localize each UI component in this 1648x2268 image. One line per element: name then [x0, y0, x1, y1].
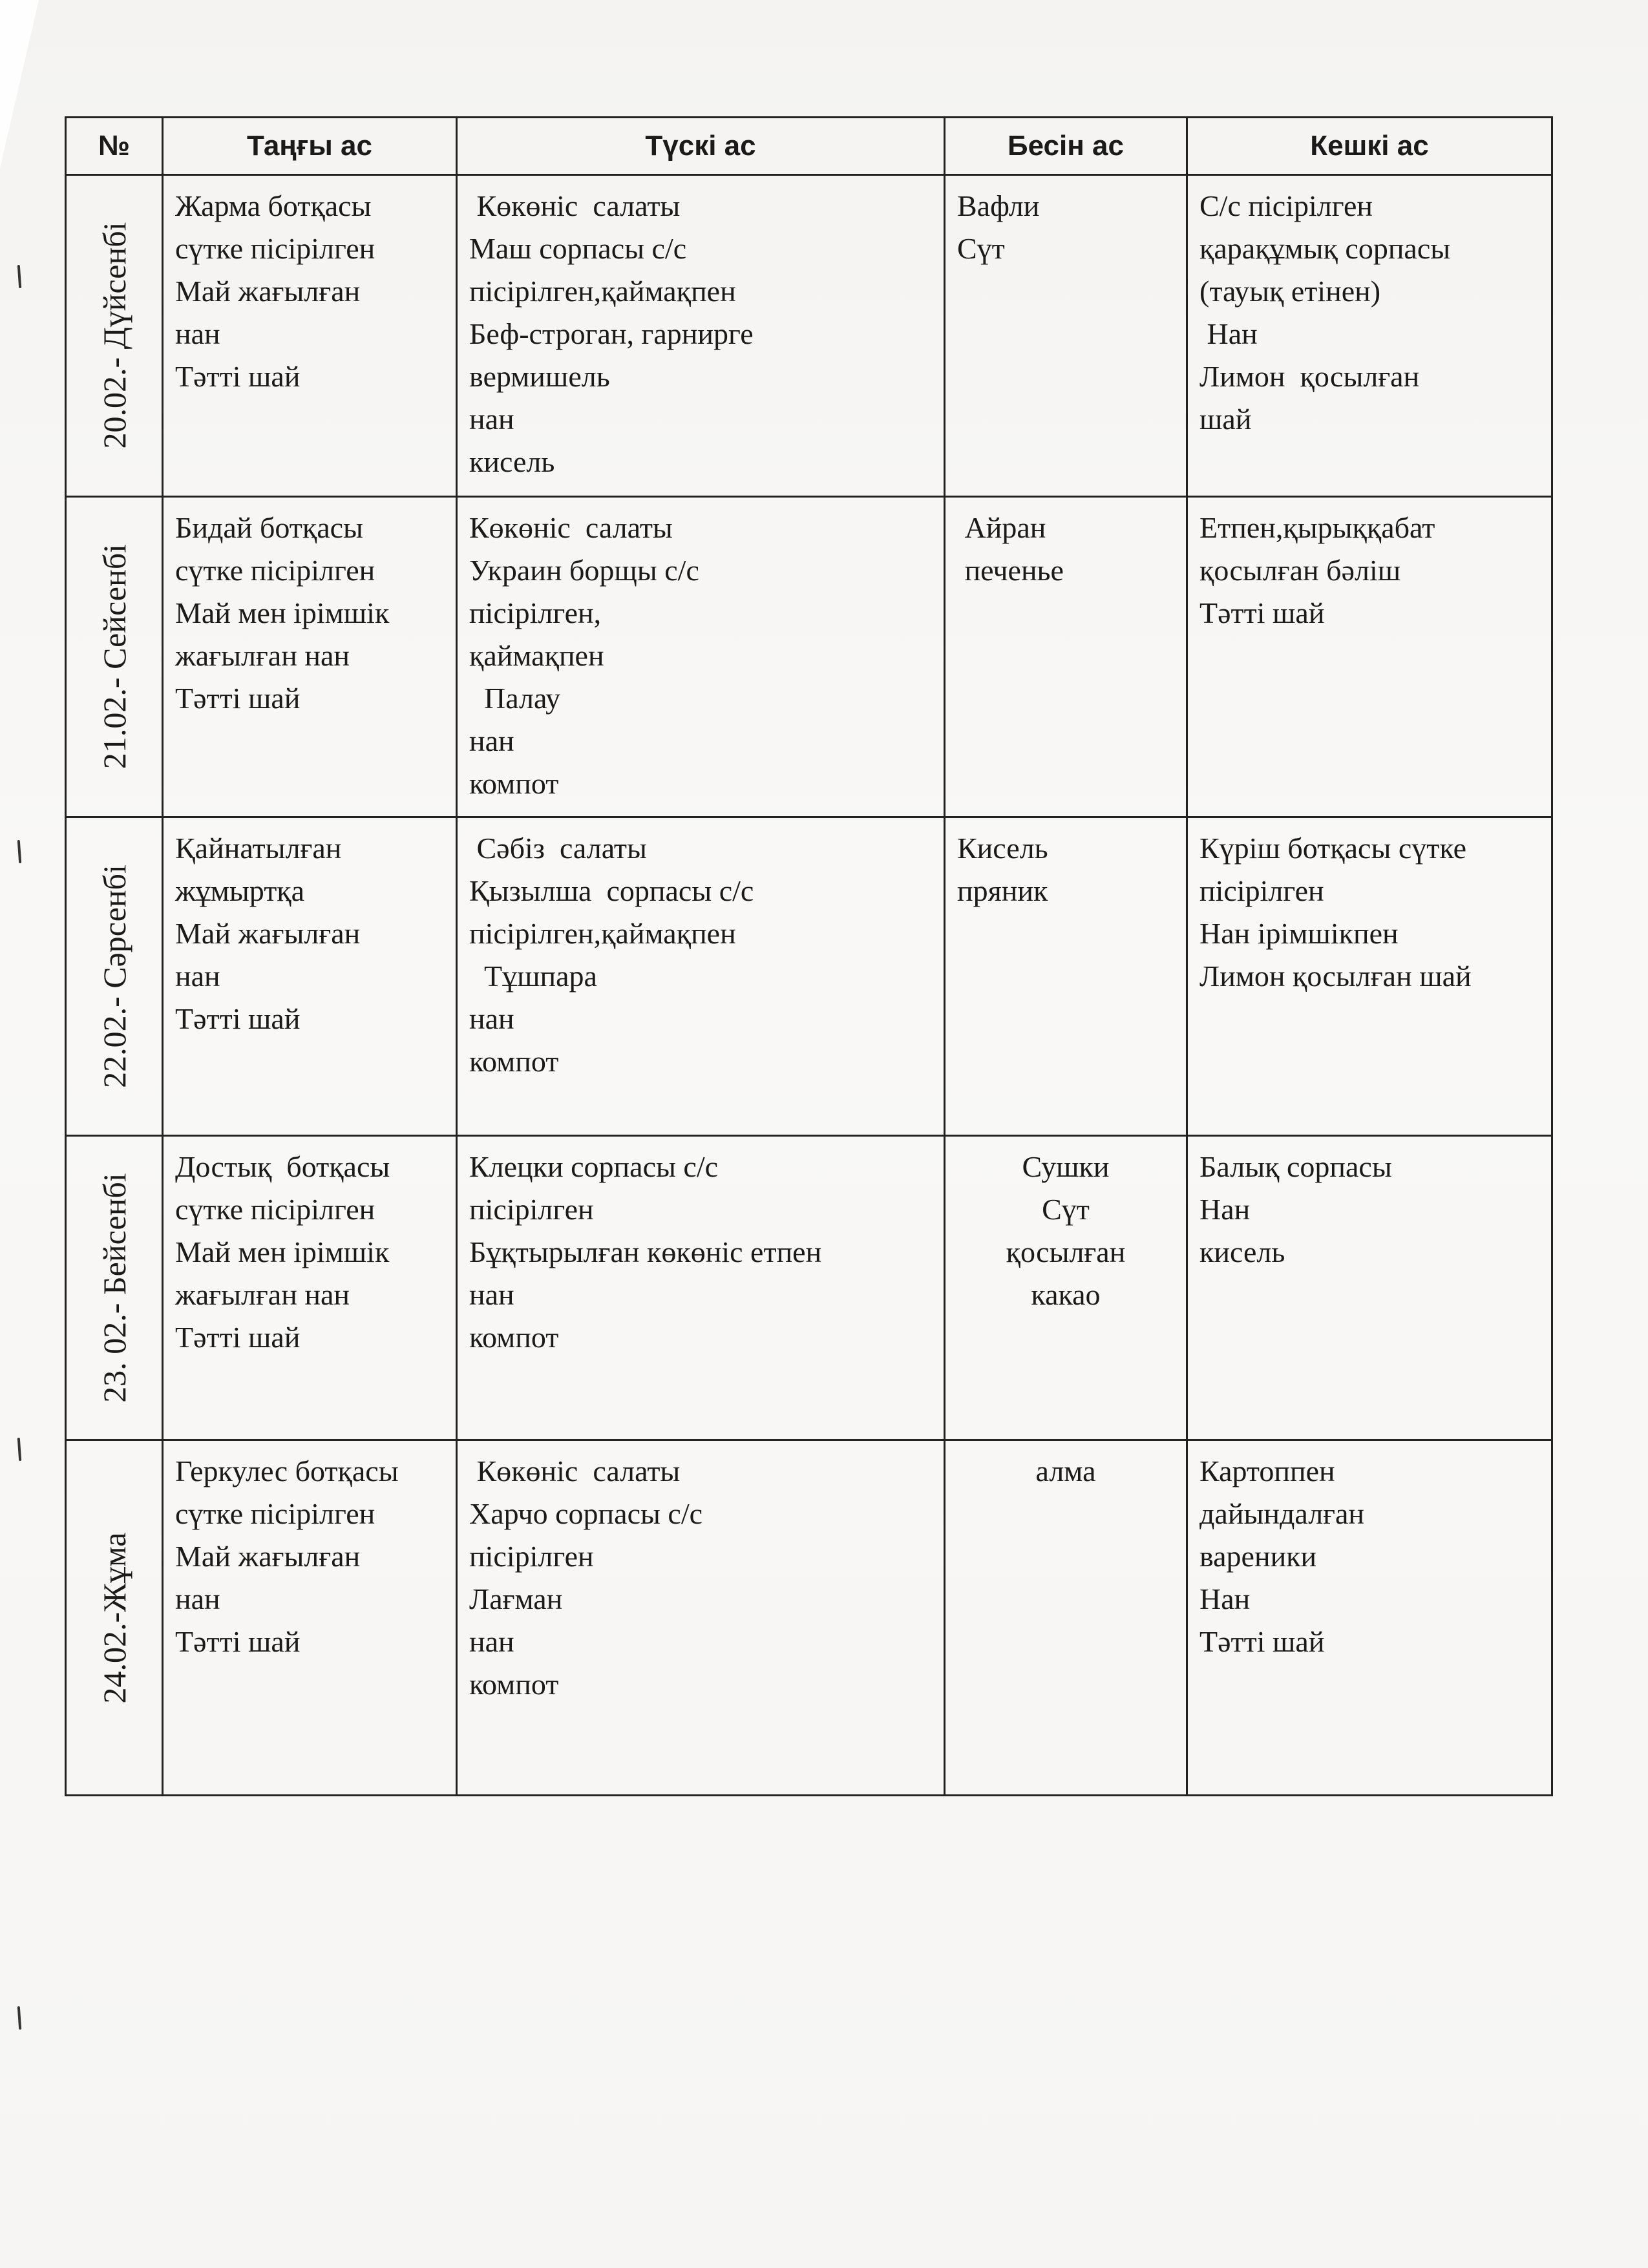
snack-item: Сушки [1022, 1150, 1110, 1183]
day-label: 23. 02.- Бейсенбі [96, 1173, 132, 1403]
table-row [66, 817, 1552, 1135]
lunch-cell [457, 1135, 945, 1440]
breakfast-item: жұмыртқа [175, 874, 305, 908]
lunch-item: Палау [469, 681, 561, 715]
lunch-item: Көкөніс салаты [469, 189, 681, 222]
breakfast-item: сүтке пісірілген [175, 232, 375, 265]
day-cell [66, 496, 163, 817]
breakfast-item: жағылған нан [175, 638, 350, 672]
breakfast-item: Май жағылған [175, 917, 361, 950]
day-cell [66, 175, 163, 497]
breakfast-item: нан [175, 317, 220, 350]
dinner-cell [1187, 1135, 1552, 1440]
breakfast-item: сүтке пісірілген [175, 553, 375, 587]
breakfast-item: Тәтті шай [175, 1002, 301, 1036]
snack-cell [945, 496, 1187, 817]
snack-item: какао [1031, 1277, 1101, 1311]
dinner-item: Етпен,қырыққабат [1199, 510, 1435, 544]
lunch-item: Көкөніс салаты [469, 1454, 681, 1488]
dinner-item: Күріш ботқасы сүтке [1199, 832, 1467, 865]
day-cell [66, 1440, 163, 1796]
lunch-item: нан [469, 1277, 514, 1311]
day-label: 24.02.-Жұма [96, 1532, 132, 1704]
snack-item: Айран [957, 510, 1046, 544]
lunch-item: Украин борщы с/с [469, 553, 699, 587]
lunch-item: компот [469, 1668, 559, 1701]
table-row [66, 1135, 1552, 1440]
breakfast-cell [163, 496, 457, 817]
weekly-menu-table [65, 116, 1553, 1796]
day-cell [66, 1135, 163, 1440]
dinner-item: дайындалған [1199, 1497, 1365, 1531]
margin-mark [17, 2006, 22, 2030]
dinner-cell [1187, 496, 1552, 817]
snack-cell [945, 817, 1187, 1135]
breakfast-item: нан [175, 960, 220, 993]
lunch-item: пісірілген,қаймақпен [469, 275, 736, 308]
dinner-cell [1187, 1440, 1552, 1796]
margin-mark [17, 840, 22, 863]
breakfast-item: Май мен ірімшік [175, 1235, 390, 1268]
table-row [66, 175, 1552, 497]
lunch-item: Сәбіз салаты [469, 832, 647, 865]
header-num: № [66, 118, 163, 175]
dinner-item: қосылған бәліш [1199, 553, 1401, 587]
breakfast-item: Тәтті шай [175, 1320, 301, 1354]
dinner-item: Тәтті шай [1199, 1625, 1325, 1659]
header-snack: Бесін ас [945, 118, 1187, 175]
lunch-item: кисель [469, 445, 555, 478]
breakfast-item: сүтке пісірілген [175, 1192, 375, 1226]
dinner-item: пісірілген [1199, 874, 1324, 908]
day-label: 22.02.- Сәрсенбі [96, 865, 132, 1088]
snack-item: алма [1035, 1454, 1096, 1488]
snack-item: Вафли [957, 189, 1040, 222]
dinner-item: Лимон қосылған шай [1199, 960, 1472, 993]
table-body [66, 175, 1552, 1796]
breakfast-item: Май жағылған [175, 1540, 361, 1573]
breakfast-item: Жарма ботқасы [175, 189, 372, 222]
lunch-item: Бұқтырылған көкөніс етпен [469, 1235, 822, 1268]
snack-item: Сүт [957, 232, 1005, 265]
dinner-item: Нан [1199, 1582, 1251, 1616]
table-row [66, 496, 1552, 817]
lunch-item: Көкөніс салаты [469, 510, 673, 544]
dinner-item: қарақұмық сорпасы [1199, 232, 1451, 265]
dinner-cell [1187, 175, 1552, 497]
breakfast-cell [163, 1135, 457, 1440]
lunch-item: Беф-строган, гарнирге [469, 317, 754, 350]
breakfast-item: Геркулес ботқасы [175, 1454, 399, 1488]
header-lunch: Түскі ас [457, 118, 945, 175]
day-label: 20.02.- Дүйсенбі [96, 222, 132, 449]
snack-item: қосылған [1006, 1235, 1126, 1268]
lunch-item: компот [469, 1320, 559, 1354]
lunch-item: нан [469, 724, 514, 757]
breakfast-item: Бидай ботқасы [175, 510, 363, 544]
lunch-item: вермишель [469, 360, 610, 393]
dinner-item: Лимон қосылған [1199, 360, 1420, 393]
lunch-item: Клецки сорпасы с/с [469, 1150, 719, 1183]
snack-item: Кисель [957, 832, 1048, 865]
table-row [66, 1440, 1552, 1796]
breakfast-item: Тәтті шай [175, 681, 301, 715]
lunch-cell [457, 175, 945, 497]
breakfast-item: Май мен ірімшік [175, 596, 390, 629]
table-header-row [66, 118, 1552, 175]
lunch-item: Қызылша сорпасы с/с [469, 874, 754, 908]
lunch-item: пісірілген,қаймақпен [469, 917, 736, 950]
lunch-item: пісірілген, [469, 596, 602, 629]
day-cell [66, 817, 163, 1135]
lunch-item: нан [469, 1625, 514, 1659]
breakfast-item: нан [175, 1582, 220, 1616]
lunch-item: Харчо сорпасы с/с [469, 1497, 703, 1531]
lunch-item: Маш сорпасы с/с [469, 232, 687, 265]
snack-cell [945, 1440, 1187, 1796]
dinner-item: Нан [1199, 317, 1258, 350]
breakfast-item: жағылған нан [175, 1277, 350, 1311]
margin-mark [17, 265, 22, 288]
snack-cell [945, 1135, 1187, 1440]
dinner-item: (тауық етінен) [1199, 275, 1381, 308]
dinner-item: Нан [1199, 1192, 1251, 1226]
dinner-cell [1187, 817, 1552, 1135]
lunch-cell [457, 496, 945, 817]
dinner-item: вареники [1199, 1540, 1317, 1573]
lunch-cell [457, 1440, 945, 1796]
breakfast-item: Тәтті шай [175, 360, 301, 393]
breakfast-cell [163, 817, 457, 1135]
lunch-item: Тұшпара [469, 960, 597, 993]
snack-item: Сүт [1042, 1192, 1090, 1226]
lunch-item: нан [469, 403, 514, 436]
lunch-item: пісірілген [469, 1540, 594, 1573]
dinner-item: кисель [1199, 1235, 1285, 1268]
lunch-item: компот [469, 1045, 559, 1078]
dinner-item: С/с пісірілген [1199, 189, 1373, 222]
dinner-item: шай [1199, 403, 1252, 436]
header-breakfast: Таңғы ас [163, 118, 457, 175]
day-label: 21.02.- Сейсенбі [96, 544, 132, 770]
dinner-item: Картоппен [1199, 1454, 1335, 1488]
breakfast-item: Тәтті шай [175, 1625, 301, 1659]
snack-item: пряник [957, 874, 1048, 908]
folded-corner [0, 0, 39, 168]
dinner-item: Нан ірімшікпен [1199, 917, 1399, 950]
lunch-item: нан [469, 1002, 514, 1036]
breakfast-item: сүтке пісірілген [175, 1497, 375, 1531]
lunch-cell [457, 817, 945, 1135]
lunch-item: пісірілген [469, 1192, 594, 1226]
lunch-item: компот [469, 766, 559, 800]
breakfast-cell [163, 175, 457, 497]
dinner-item: Тәтті шай [1199, 596, 1325, 629]
dinner-item: Балық сорпасы [1199, 1150, 1392, 1183]
snack-cell [945, 175, 1187, 497]
snack-item: печенье [957, 553, 1064, 587]
header-dinner: Кешкі ас [1187, 118, 1552, 175]
breakfast-cell [163, 1440, 457, 1796]
lunch-item: қаймақпен [469, 638, 604, 672]
lunch-item: Лағман [469, 1582, 563, 1616]
breakfast-item: Достық ботқасы [175, 1150, 390, 1183]
breakfast-item: Қайнатылған [175, 832, 342, 865]
breakfast-item: Май жағылған [175, 275, 361, 308]
margin-mark [17, 1438, 22, 1461]
